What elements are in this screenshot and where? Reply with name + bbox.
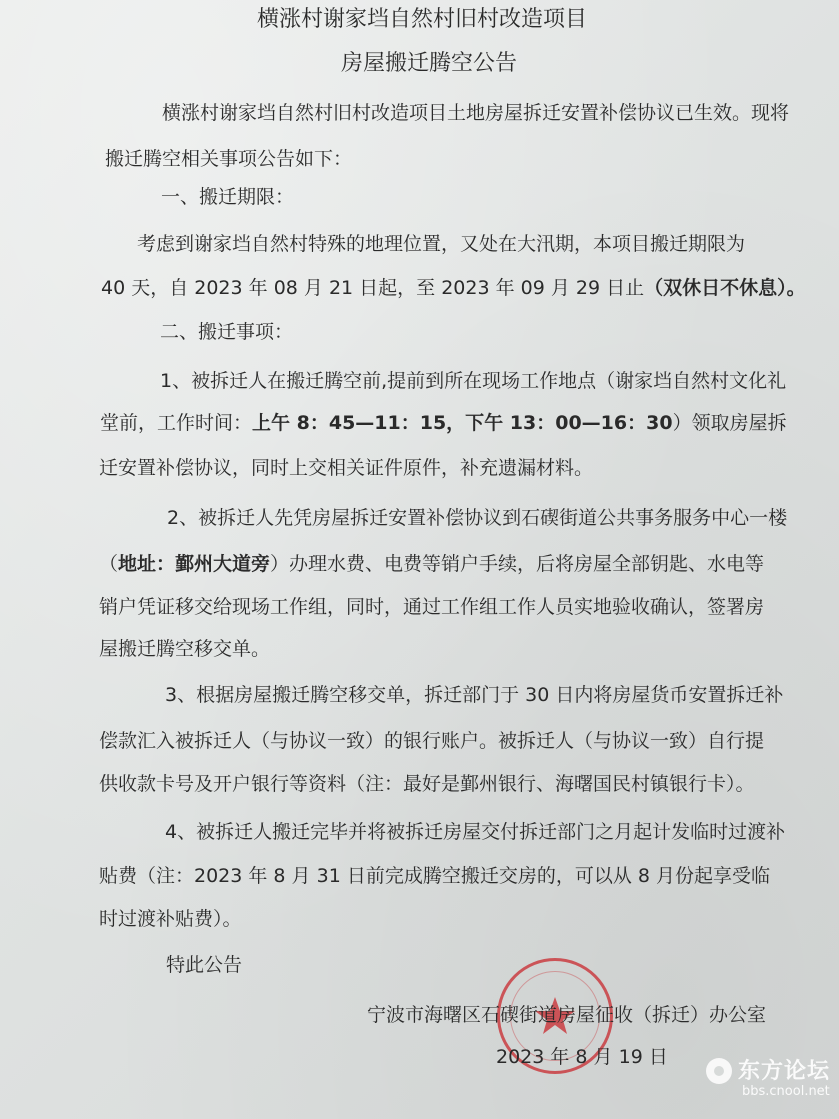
item-1-worktime: 上午 8：45—11：15，下午 13：00—16：30 <box>252 412 673 434</box>
item-4-line-1: 4、被拆迁人搬迁完毕并将被拆迁房屋交付拆迁部门之月起计发临时过渡补 <box>165 821 786 843</box>
item-2-line-4: 屋搬迁腾空移交单。 <box>99 638 271 660</box>
notice-title-line-2: 房屋搬迁腾空公告 <box>341 51 518 76</box>
item-2-line-3: 销户凭证移交给现场工作组，同时，通过工作组工作人员实地验收确认，签署房 <box>99 596 765 618</box>
item-4-line-3: 时过渡补贴费）。 <box>99 908 242 930</box>
notice-title-line-1: 横涨村谢家垱自然村旧村改造项目 <box>257 7 588 32</box>
closing-phrase: 特此公告 <box>166 954 243 976</box>
issuer-name: 宁波市海曙区石碶街道房屋征收（拆迁）办公室 <box>367 1004 767 1026</box>
watermark-logo-icon <box>706 1058 732 1084</box>
watermark-name: 东方论坛 <box>738 1059 831 1084</box>
item-1-worktime-label: 堂前，工作时间： <box>100 412 253 434</box>
item-3-line-3: 供收款卡号及开户银行等资料（注：最好是鄞州银行、海曙国民村镇银行卡）。 <box>99 773 755 795</box>
intro-line-1: 横涨村谢家垱自然村旧村改造项目土地房屋拆迁安置补偿协议已生效。现将 <box>162 102 790 124</box>
issue-date: 2023 年 8 月 19 日 <box>496 1046 668 1068</box>
item-1-line-1: 1、被拆迁人在搬迁腾空前,提前到所在现场工作地点（谢家垱自然村文化礼 <box>160 370 787 392</box>
watermark-url: bbs.cnool.net <box>742 1084 830 1099</box>
period-note: （双休日不休息）。 <box>644 277 806 299</box>
item-3-line-2: 偿款汇入被拆迁人（与协议一致）的银行账户。被拆迁人（与协议一致）自行提 <box>99 730 765 752</box>
item-2-address: 地址：鄞州大道旁 <box>118 553 271 575</box>
section-2-heading: 二、搬迁事项： <box>160 321 294 343</box>
period-dates: 40 天，自 2023 年 08 月 21 日起，至 2023 年 09 月 29 日止 <box>101 277 645 299</box>
item-4-line-2: 贴费（注：2023 年 8 月 31 日前完成腾空搬迁交房的，可以从 8 月份起享受临 <box>99 865 770 887</box>
item-3-line-1: 3、根据房屋搬迁腾空移交单，拆迁部门于 30 日内将房屋货币安置拆迁补 <box>165 684 784 706</box>
item-1-worktime-after: ）领取房屋拆 <box>672 412 787 434</box>
item-1-line-3: 迁安置补偿协议，同时上交相关证件原件，补充遗漏材料。 <box>99 457 594 479</box>
item-2-line-2-rest: ）办理水费、电费等销户手续，后将房屋全部钥匙、水电等 <box>270 553 765 575</box>
item-2-line-1: 2、被拆迁人先凭房屋拆迁安置补偿协议到石碶街道公共事务服务中心一楼 <box>167 507 788 529</box>
item-2-open-paren: （ <box>99 553 119 575</box>
section-1-heading: 一、搬迁期限： <box>161 186 295 208</box>
period-line-1: 考虑到谢家垱自然村特殊的地理位置，又处在大汛期，本项目搬迁期限为 <box>137 233 746 255</box>
period-line-2 <box>101 276 806 300</box>
intro-line-2: 搬迁腾空相关事项公告如下： <box>105 148 353 170</box>
site-watermark <box>706 1052 834 1112</box>
item-1-line-2 <box>100 411 787 435</box>
item-2-line-2 <box>99 552 764 576</box>
